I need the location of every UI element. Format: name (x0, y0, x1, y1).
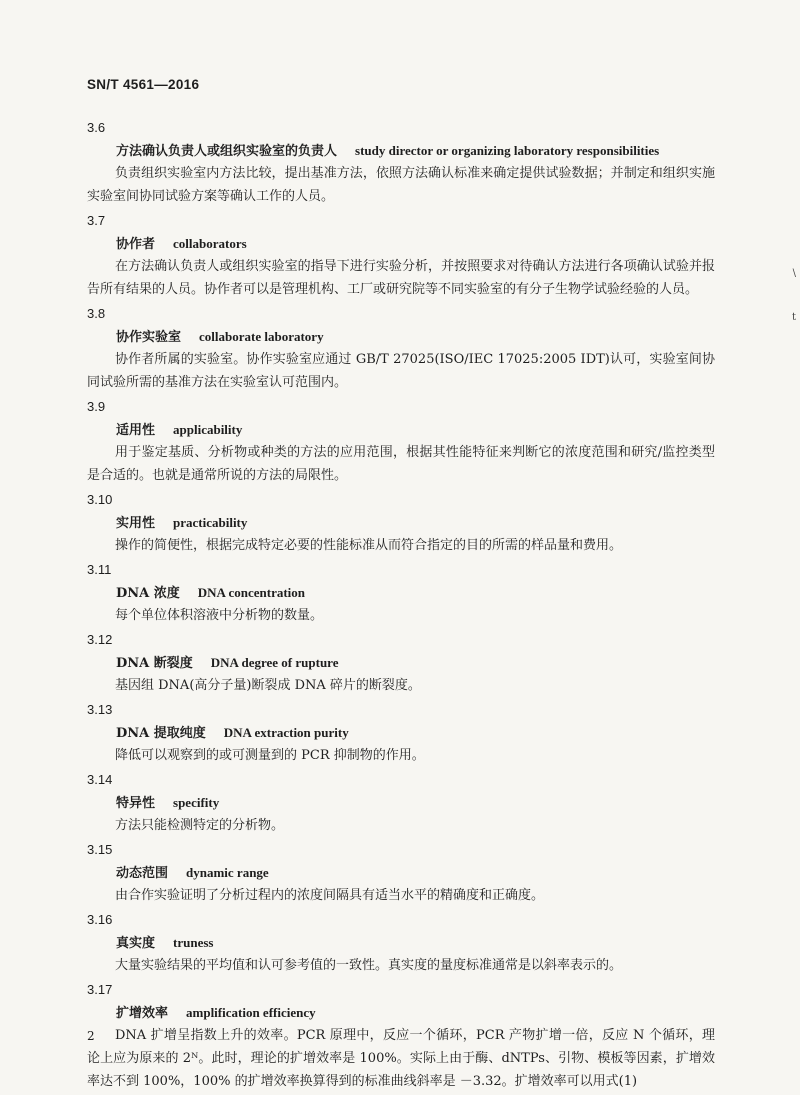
term-cn: DNA 浓度 (116, 586, 180, 601)
term-cn: 协作者 (116, 237, 156, 252)
term-en: DNA extraction purity (223, 725, 349, 740)
term-heading (87, 418, 715, 441)
term-heading (87, 325, 715, 348)
term-cn: 特异性 (116, 796, 156, 811)
term-en: applicability (173, 422, 243, 437)
clause-3-9 (87, 396, 715, 487)
term-en: truness (173, 935, 214, 950)
term-heading (87, 581, 715, 604)
clause-3-10 (87, 489, 715, 557)
clause-3-14 (87, 769, 715, 837)
clause-number: 3.17 (87, 982, 113, 997)
term-heading (87, 721, 715, 744)
clause-number: 3.7 (87, 213, 106, 228)
term-en: study director or organizing laboratory responsibilities (355, 143, 660, 158)
clause-number: 3.12 (87, 632, 113, 647)
term-en: amplification efficiency (186, 1005, 316, 1020)
margin-mark: t (791, 312, 796, 323)
clause-3-8 (87, 303, 715, 394)
clause-number: 3.13 (87, 702, 113, 717)
term-heading (87, 1001, 715, 1024)
standard-number: SN/T 4561—2016 (87, 77, 200, 92)
term-en: specifity (173, 795, 220, 810)
term-definition: 协作者所属的实验室。协作实验室应通过 GB/T 27025(ISO/IEC 17025:2005 IDT)认可，实验室间协同试验所需的基准方法在实验室认可范围内。 (87, 352, 715, 390)
clause-3-17 (87, 979, 715, 1093)
term-definition: 负责组织实验室内方法比较，提出基准方法，依照方法确认标准来确定提供试验数据；并制定和组织实施实验室间协同试验方案等确认工作的人员。 (87, 166, 715, 204)
term-definition: 方法只能检测特定的分析物。 (115, 818, 285, 833)
term-en: collaborators (173, 236, 247, 251)
clause-number: 3.8 (87, 306, 106, 321)
term-cn: 扩增效率 (116, 1006, 169, 1021)
term-heading (87, 139, 715, 162)
clause-3-11 (87, 559, 715, 627)
term-heading (87, 511, 715, 534)
term-en: dynamic range (186, 865, 269, 880)
clause-number: 3.10 (87, 492, 113, 507)
term-en: DNA concentration (197, 585, 306, 600)
term-cn: 适用性 (116, 423, 156, 438)
clause-number: 3.14 (87, 772, 113, 787)
term-cn: 协作实验室 (116, 330, 182, 345)
term-cn: DNA 断裂度 (116, 656, 193, 671)
clause-3-7 (87, 210, 715, 301)
term-definition: 由合作实验证明了分析过程内的浓度间隔具有适当水平的精确度和正确度。 (115, 888, 545, 903)
clause-3-6 (87, 117, 715, 208)
term-cn: 真实度 (116, 936, 156, 951)
term-cn: 实用性 (116, 516, 156, 531)
clause-3-13 (87, 699, 715, 767)
clause-3-16 (87, 909, 715, 977)
clause-3-12 (87, 629, 715, 697)
term-definition: 降低可以观察到的或可测量到的 PCR 抑制物的作用。 (115, 748, 425, 763)
term-en: collaborate laboratory (199, 329, 324, 344)
term-cn: 动态范围 (116, 866, 169, 881)
clause-3-15 (87, 839, 715, 907)
term-definition: 用于鉴定基质、分析物或种类的方法的应用范围，根据其性能特征来判断它的浓度范围和研究/监控类型是合适的。也就是通常所说的方法的局限性。 (87, 445, 715, 483)
term-heading (87, 791, 715, 814)
clause-number: 3.11 (87, 562, 112, 577)
clause-number: 3.16 (87, 912, 113, 927)
term-en: practicability (173, 515, 248, 530)
term-heading (87, 861, 715, 884)
term-heading (87, 651, 715, 674)
term-definition: 每个单位体积溶液中分析物的数量。 (115, 608, 324, 623)
term-definition: 基因组 DNA(高分子量)断裂成 DNA 碎片的断裂度。 (115, 678, 421, 693)
clause-number: 3.9 (87, 399, 106, 414)
term-definition: 在方法确认负责人或组织实验室的指导下进行实验分析，并按照要求对待确认方法进行各项确认试验并报告所有结果的人员。协作者可以是管理机构、工厂或研究院等不同实验室的有分子生物学试验经验的人员。 (87, 259, 715, 297)
clause-number: 3.15 (87, 842, 113, 857)
term-heading (87, 232, 715, 255)
term-heading (87, 931, 715, 954)
page-number: 2 (87, 1029, 95, 1043)
clause-number: 3.6 (87, 120, 106, 135)
margin-mark: \ (792, 268, 796, 279)
term-definition: 大量实验结果的平均值和认可参考值的一致性。真实度的量度标准通常是以斜率表示的。 (115, 958, 623, 973)
definitions-section (87, 117, 715, 1095)
term-en: DNA degree of rupture (210, 655, 339, 670)
term-definition: DNA 扩增呈指数上升的效率。PCR 原理中，反应一个循环，PCR 产物扩增一倍，反应 N 个循环，理论上应为原来的 2ᴺ。此时，理论的扩增效率是 100%。实际上由于酶、dNTPs、引物、模板等因素，扩增效率达不到 100%，100% 的扩增效率换算得到的标准曲线斜率是 －3.32。扩增效率可以用式(1) (87, 1028, 715, 1089)
term-definition: 操作的简便性，根据完成特定必要的性能标准从而符合指定的目的所需的样品量和费用。 (115, 538, 623, 553)
term-cn: 方法确认负责人或组织实验室的负责人 (116, 144, 338, 159)
term-cn: DNA 提取纯度 (116, 726, 206, 741)
